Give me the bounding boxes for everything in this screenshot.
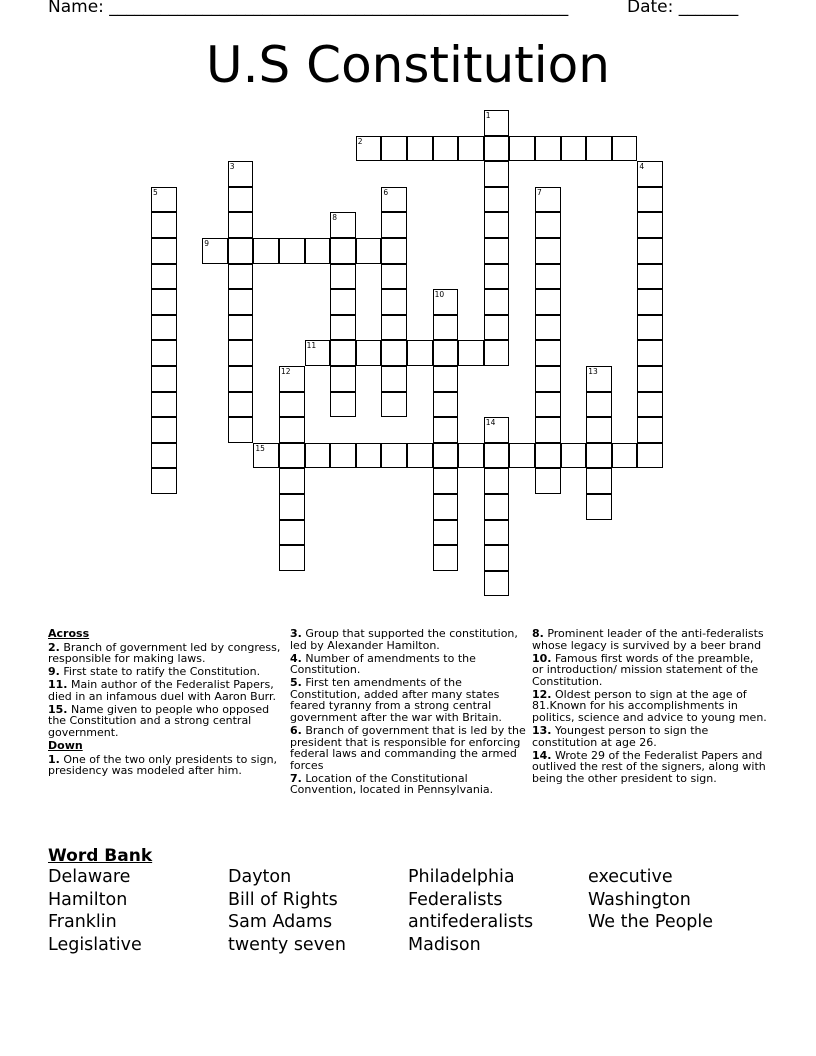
crossword-cell[interactable] xyxy=(637,238,663,264)
crossword-cell[interactable] xyxy=(330,212,356,238)
clue-item-number: 3. xyxy=(290,627,302,640)
clue-number: 1 xyxy=(485,111,491,120)
page-title: U.S Constitution xyxy=(206,36,610,94)
clues-column-1 xyxy=(48,628,284,778)
crossword-cell[interactable] xyxy=(433,468,459,494)
crossword-cell[interactable] xyxy=(458,443,484,469)
crossword-cell[interactable] xyxy=(381,289,407,315)
crossword-cell[interactable] xyxy=(356,238,382,264)
crossword-cell[interactable] xyxy=(484,289,510,315)
crossword-cell[interactable] xyxy=(484,494,510,520)
word-bank-item: Delaware xyxy=(48,867,131,887)
clue-number: 11 xyxy=(306,341,317,351)
clue-item-text: Location of the Constitutional Convention, located in Pennsylvania. xyxy=(290,771,494,797)
crossword-cell[interactable] xyxy=(612,136,638,162)
clue-number: 4 xyxy=(639,162,645,172)
clue-item-text: Wrote 29 of the Federalist Papers and outlived the rest of the signers, along with being the other president to sign. xyxy=(532,748,766,785)
clue-item-text: Branch of government that is led by the president that is responsible for enforcing federal laws and commanding the armed forces xyxy=(290,723,526,772)
clue-item-number: 8. xyxy=(532,627,544,640)
crossword-cell[interactable] xyxy=(484,443,510,469)
clue-number: 3 xyxy=(229,162,235,172)
crossword-cell[interactable] xyxy=(151,392,177,418)
crossword-cell[interactable] xyxy=(228,289,254,315)
clue-item xyxy=(532,628,768,651)
crossword-cell[interactable] xyxy=(279,238,305,264)
crossword-cell[interactable] xyxy=(535,340,561,366)
clue-number: 7 xyxy=(537,187,542,197)
crossword-cell[interactable] xyxy=(637,289,663,315)
crossword-cell[interactable] xyxy=(151,366,177,392)
crossword-cell[interactable] xyxy=(484,417,510,443)
crossword-cell[interactable] xyxy=(381,340,407,366)
crossword-cell[interactable] xyxy=(484,520,510,546)
crossword-cell[interactable] xyxy=(381,212,407,238)
crossword-cell[interactable] xyxy=(228,315,254,341)
crossword-cell[interactable] xyxy=(151,443,177,469)
crossword-cell[interactable] xyxy=(586,468,612,494)
crossword-cell[interactable] xyxy=(151,340,177,366)
crossword-cell[interactable] xyxy=(535,238,561,264)
clue-item-text: Number of amendments to the Constitution. xyxy=(290,651,476,677)
crossword-cell[interactable] xyxy=(484,161,510,187)
clue-number: 15 xyxy=(255,443,265,453)
crossword-cell[interactable] xyxy=(484,315,510,341)
crossword-cell[interactable] xyxy=(458,136,484,162)
crossword-cell[interactable] xyxy=(637,315,663,341)
word-bank-item: We the People xyxy=(588,912,714,933)
crossword-cell[interactable] xyxy=(228,392,254,418)
crossword-cell[interactable] xyxy=(407,340,433,366)
word-bank-item: Washington xyxy=(588,889,691,910)
crossword-cell[interactable] xyxy=(330,340,356,366)
crossword-cell[interactable] xyxy=(535,315,561,341)
crossword-cell[interactable] xyxy=(279,366,305,392)
word-bank-item: Franklin xyxy=(48,912,117,933)
crossword-cell[interactable] xyxy=(330,443,356,469)
clue-number: 9 xyxy=(204,239,209,248)
crossword-cell[interactable] xyxy=(381,187,407,213)
crossword-cell[interactable] xyxy=(305,443,331,469)
word-bank-item: Federalists xyxy=(408,889,503,910)
crossword-cell[interactable] xyxy=(484,340,510,366)
crossword-cell[interactable] xyxy=(484,212,510,238)
crossword-cell[interactable] xyxy=(279,468,305,494)
word-bank-item: executive xyxy=(588,867,673,887)
crossword-cell[interactable] xyxy=(433,443,459,469)
crossword-cell[interactable] xyxy=(330,289,356,315)
clue-item xyxy=(48,679,284,702)
clue-item xyxy=(48,704,284,739)
clue-item-number: 11. xyxy=(48,678,68,692)
crossword-cell[interactable] xyxy=(151,315,177,341)
crossword-cell[interactable] xyxy=(228,187,254,213)
clue-item-text: One of the two only presidents to sign, presidency was modeled after him. xyxy=(48,752,278,778)
crossword-cell[interactable] xyxy=(458,340,484,366)
crossword-cell[interactable] xyxy=(509,443,535,469)
crossword-cell[interactable] xyxy=(253,443,279,469)
crossword-cell[interactable] xyxy=(330,392,356,418)
word-bank-item: Dayton xyxy=(228,867,292,887)
crossword-cell[interactable] xyxy=(637,366,663,392)
crossword-cell[interactable] xyxy=(356,136,382,162)
crossword-cell[interactable] xyxy=(279,520,305,546)
crossword-cell[interactable] xyxy=(381,366,407,392)
clue-item xyxy=(290,677,526,723)
clues-column-2 xyxy=(290,628,526,797)
crossword-cell[interactable] xyxy=(330,315,356,341)
crossword-cell[interactable] xyxy=(381,238,407,264)
crossword-cell[interactable] xyxy=(586,443,612,469)
crossword-cell[interactable] xyxy=(484,238,510,264)
crossword-cell[interactable] xyxy=(330,264,356,290)
crossword-cell[interactable] xyxy=(228,212,254,238)
clue-item-text: Oldest person to sign at the age of 81.Known for his accomplishments in politics, science and advice to young men. xyxy=(532,687,767,724)
crossword-cell[interactable] xyxy=(151,468,177,494)
word-bank-column-2 xyxy=(228,866,346,956)
crossword-cell[interactable] xyxy=(202,238,228,264)
crossword-cell[interactable] xyxy=(637,264,663,290)
clue-number: 13 xyxy=(588,367,598,376)
crossword-cell[interactable] xyxy=(586,366,612,392)
clue-number: 5 xyxy=(153,187,158,197)
crossword-cell[interactable] xyxy=(535,468,561,494)
word-bank-item: Hamilton xyxy=(48,889,128,910)
crossword-cell[interactable] xyxy=(330,366,356,392)
word-bank-column-4 xyxy=(588,866,713,934)
crossword-cell[interactable] xyxy=(484,110,510,136)
clue-item xyxy=(290,773,526,796)
crossword-cell[interactable] xyxy=(509,136,535,162)
crossword-cell[interactable] xyxy=(433,494,459,520)
crossword-cell[interactable] xyxy=(228,340,254,366)
clue-item-number: 9. xyxy=(48,665,60,679)
crossword-cell[interactable] xyxy=(433,315,459,341)
word-bank-title: Word Bank xyxy=(48,846,153,866)
crossword-cell[interactable] xyxy=(433,417,459,443)
word-bank-item: Philadelphia xyxy=(408,867,515,887)
clue-number: 10 xyxy=(434,290,445,300)
clue-item xyxy=(48,754,284,777)
word-bank-item: Legislative xyxy=(48,934,142,955)
clue-section-heading: Across xyxy=(48,627,90,640)
word-bank-item: Madison xyxy=(408,934,481,955)
crossword-cell[interactable] xyxy=(484,545,510,571)
clue-item xyxy=(532,653,768,688)
clue-item-number: 5. xyxy=(290,676,302,690)
clue-number: 12 xyxy=(281,367,291,376)
crossword-cell[interactable] xyxy=(433,340,459,366)
crossword-cell[interactable] xyxy=(305,340,331,366)
crossword-cell[interactable] xyxy=(279,443,305,469)
clue-item-number: 13. xyxy=(532,723,552,737)
crossword-cell[interactable] xyxy=(484,571,510,597)
crossword-cell[interactable] xyxy=(637,187,663,213)
crossword-cell[interactable] xyxy=(433,366,459,392)
clue-item-text: Group that supported the constitution, led by Alexander Hamilton. xyxy=(290,627,518,652)
clue-item-number: 14. xyxy=(532,748,552,762)
crossword-cell[interactable] xyxy=(561,443,587,469)
crossword-cell[interactable] xyxy=(484,468,510,494)
clue-item xyxy=(48,642,284,665)
clue-item-number: 12. xyxy=(532,687,552,701)
crossword-cell[interactable] xyxy=(151,289,177,315)
crossword-cell[interactable] xyxy=(381,392,407,418)
date-field[interactable]: Date: _______ xyxy=(627,0,739,17)
crossword-cell[interactable] xyxy=(535,289,561,315)
crossword-cell[interactable] xyxy=(151,187,177,213)
clue-item xyxy=(290,628,526,651)
clue-item-number: 6. xyxy=(290,723,302,737)
clue-item-text: Name given to people who opposed the Constitution and a strong central government. xyxy=(48,702,270,739)
crossword-cell[interactable] xyxy=(433,545,459,571)
crossword-cell[interactable] xyxy=(586,392,612,418)
crossword-cell[interactable] xyxy=(535,417,561,443)
clue-item xyxy=(532,725,768,748)
crossword-cell[interactable] xyxy=(637,340,663,366)
clue-item xyxy=(532,750,768,785)
crossword-cell[interactable] xyxy=(484,264,510,290)
crossword-cell[interactable] xyxy=(433,289,459,315)
crossword-cell[interactable] xyxy=(484,187,510,213)
crossword-cell[interactable] xyxy=(279,545,305,571)
clue-item-number: 1. xyxy=(48,752,60,766)
crossword-cell[interactable] xyxy=(535,264,561,290)
clue-item-number: 10. xyxy=(532,651,552,665)
crossword-cell[interactable] xyxy=(228,161,254,187)
clue-number: 14 xyxy=(485,418,496,428)
clue-item-number: 4. xyxy=(290,651,302,665)
word-bank-item: twenty seven xyxy=(228,934,346,955)
crossword-cell[interactable] xyxy=(433,136,459,162)
clue-item-text: First state to ratify the Constitution. xyxy=(59,665,261,679)
crossword-cell[interactable] xyxy=(381,443,407,469)
clue-item xyxy=(532,689,768,724)
clue-item-text: First ten amendments of the Constitution, added after many states feared tyranny from a strong central government after the war with Britain. xyxy=(290,676,502,724)
clue-item-text: Youngest person to sign the constitution at age 26. xyxy=(532,723,709,749)
crossword-cell[interactable] xyxy=(586,136,612,162)
crossword-cell[interactable] xyxy=(407,443,433,469)
crossword-cell[interactable] xyxy=(228,366,254,392)
word-bank-item: Bill of Rights xyxy=(228,889,338,910)
crossword-cell[interactable] xyxy=(151,264,177,290)
crossword-cell[interactable] xyxy=(535,212,561,238)
clue-section-heading: Down xyxy=(48,738,83,752)
crossword-cell[interactable] xyxy=(535,366,561,392)
clue-item-number: 15. xyxy=(48,702,68,716)
crossword-cell[interactable] xyxy=(637,443,663,469)
crossword-cell[interactable] xyxy=(433,520,459,546)
crossword-cell[interactable] xyxy=(637,212,663,238)
clue-item xyxy=(290,725,526,771)
crossword-cell[interactable] xyxy=(381,264,407,290)
crossword-cell[interactable] xyxy=(151,417,177,443)
clue-item-number: 7. xyxy=(290,771,302,785)
crossword-cell[interactable] xyxy=(279,417,305,443)
clue-number: 2 xyxy=(357,136,363,146)
crossword-cell[interactable] xyxy=(228,264,254,290)
crossword-cell[interactable] xyxy=(484,136,510,162)
crossword-cell[interactable] xyxy=(228,417,254,443)
name-field[interactable]: Name: ______________________________________________________ xyxy=(48,0,569,17)
clue-item xyxy=(290,653,526,676)
crossword-cell[interactable] xyxy=(381,315,407,341)
crossword-cell[interactable] xyxy=(433,392,459,418)
clue-item-text: Famous first words of the preamble, or introduction/ mission statement of the Constitution. xyxy=(532,651,759,688)
clue-item-text: Prominent leader of the anti-federalists whose legacy is survived by a beer brand xyxy=(532,627,764,652)
crossword-cell[interactable] xyxy=(253,238,279,264)
crossword-cell[interactable] xyxy=(637,392,663,418)
crossword-cell[interactable] xyxy=(279,392,305,418)
clue-item-text: Main author of the Federalist Papers, died in an infamous duel with Aaron Burr. xyxy=(48,678,277,703)
word-bank-item: antifederalists xyxy=(408,912,534,933)
clue-item xyxy=(48,666,284,678)
crossword-cell[interactable] xyxy=(535,136,561,162)
clue-number: 8 xyxy=(332,213,337,223)
clue-item-number: 2. xyxy=(48,640,60,654)
word-bank-item: Sam Adams xyxy=(228,912,333,933)
crossword-cell[interactable] xyxy=(151,238,177,264)
crossword-cell[interactable] xyxy=(612,443,638,469)
crossword-cell[interactable] xyxy=(356,443,382,469)
clues-column-3 xyxy=(532,628,768,786)
crossword-cell[interactable] xyxy=(535,443,561,469)
clue-item-text: Branch of government led by congress, responsible for making laws. xyxy=(48,640,281,666)
crossword-cell[interactable] xyxy=(637,161,663,187)
crossword-cell[interactable] xyxy=(279,494,305,520)
crossword-cell[interactable] xyxy=(561,136,587,162)
word-bank-column-1 xyxy=(48,866,142,956)
crossword-cell[interactable] xyxy=(305,238,331,264)
crossword-cell[interactable] xyxy=(330,238,356,264)
crossword-cell[interactable] xyxy=(407,136,433,162)
crossword-cell[interactable] xyxy=(586,417,612,443)
crossword-cell[interactable] xyxy=(356,340,382,366)
crossword-cell[interactable] xyxy=(535,392,561,418)
crossword-cell[interactable] xyxy=(535,187,561,213)
word-bank-column-3 xyxy=(408,866,533,956)
crossword-cell[interactable] xyxy=(228,238,254,264)
clue-number: 6 xyxy=(383,187,389,197)
crossword-cell[interactable] xyxy=(151,212,177,238)
crossword-cell[interactable] xyxy=(637,417,663,443)
crossword-cell[interactable] xyxy=(586,494,612,520)
crossword-cell[interactable] xyxy=(381,136,407,162)
